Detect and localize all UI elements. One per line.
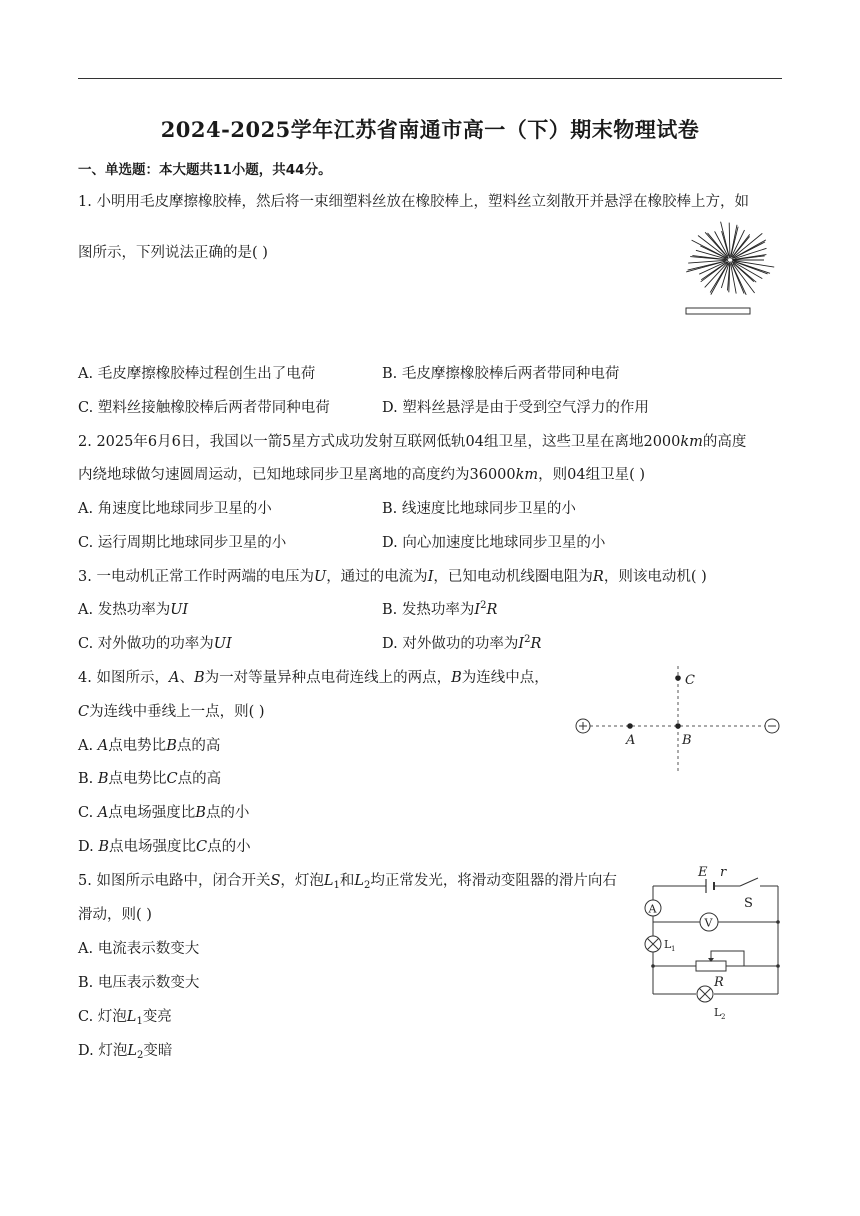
q2-unit-km-2: km xyxy=(515,467,539,483)
q5-option-c-sub: 1 xyxy=(136,1016,143,1027)
positive-charge-icon xyxy=(576,719,590,733)
q3-option-b[interactable] xyxy=(382,598,497,619)
q4-option-c-mid: 点电场强度比 xyxy=(108,805,196,821)
label-l2: L xyxy=(714,1006,722,1019)
q4-option-a-p1: A xyxy=(97,738,109,754)
point-a xyxy=(627,723,633,729)
q3-option-a-text: A. 发热功率为 xyxy=(78,602,171,618)
q4-stem-c: 为连线中点， xyxy=(461,670,549,686)
q2-stem-line1-text: 2. 2025年6月6日，我国以一箭5星方式成功发射互联网低轨04组卫星，这些卫星在离地2000 xyxy=(78,434,681,450)
q1-option-a[interactable]: A. 毛皮摩擦橡胶棒过程创生出了电荷 xyxy=(78,366,316,382)
q5-var-s: S xyxy=(270,873,281,889)
negative-charge-icon xyxy=(765,719,779,733)
point-b xyxy=(675,723,681,729)
q3-stem xyxy=(78,565,707,586)
q5-stem-line2: 滑动，则( ) xyxy=(78,907,152,923)
q3-option-c-expr: UI xyxy=(213,636,232,652)
q4-option-c-post: 点的小 xyxy=(205,805,250,821)
q4-stem-a: 4. 如图所示， xyxy=(78,670,169,686)
q1-option-b[interactable]: B. 毛皮摩擦橡胶棒后两者带同种电荷 xyxy=(382,366,620,382)
q3-var-u: U xyxy=(313,569,327,585)
q4-option-d-p1: B xyxy=(98,839,109,855)
q4-stem-line1 xyxy=(78,666,549,687)
q3-var-r: R xyxy=(592,569,604,585)
label-l1-sub: 1 xyxy=(671,945,676,953)
q5-l1: L xyxy=(323,873,334,889)
label-e: E xyxy=(698,865,708,880)
q4-option-a-post: 点的高 xyxy=(176,738,221,754)
q3-option-a-expr: UI xyxy=(170,602,189,618)
label-s: S xyxy=(744,896,753,911)
q1-stem-line2: 图所示，下列说法正确的是( ) xyxy=(78,245,268,261)
q5-figure-circuit xyxy=(636,862,786,1022)
q2-stem-line2-text: 内绕地球做匀速圆周运动，已知地球同步卫星离地的高度约为36000 xyxy=(78,467,516,483)
q3-option-b-exp: 2 xyxy=(480,600,487,611)
q3-option-d-r: R xyxy=(530,636,542,652)
q5-option-c-end: 变亮 xyxy=(142,1009,172,1025)
q5-stem-line1 xyxy=(78,869,617,891)
q4-option-b-post: 点的高 xyxy=(177,771,222,787)
q4-option-b-p1: B xyxy=(97,771,109,787)
q5-option-d-sub: 2 xyxy=(136,1050,144,1061)
q3-stem-a: 3. 一电动机正常工作时两端的电压为 xyxy=(78,569,314,585)
q3-option-d-text: D. 对外做功的功率为 xyxy=(382,636,519,652)
q4-stem-line2 xyxy=(78,700,265,721)
q1-stem-line1: 1. 小明用毛皮摩擦橡胶棒，然后将一束细塑料丝放在橡胶棒上，塑料丝立刻散开并悬浮在橡胶棒上方，如 xyxy=(78,194,749,210)
node-dot xyxy=(776,920,780,924)
q4-option-d-p2: C xyxy=(195,839,208,855)
lamp-l2-icon xyxy=(697,986,713,1002)
q4-stem-line2-text: 为连线中垂线上一点，则( ) xyxy=(89,704,265,720)
label-l2-sub: 2 xyxy=(721,1013,726,1021)
q4-option-b[interactable] xyxy=(78,767,221,788)
q2-option-a[interactable]: A. 角速度比地球同步卫星的小 xyxy=(78,501,272,517)
q3-option-b-text: B. 发热功率为 xyxy=(382,602,475,618)
q5-stem-a: 5. 如图所示电路中，闭合开关 xyxy=(78,873,271,889)
q4-figure-charges xyxy=(570,660,785,780)
q2-stem-line2 xyxy=(78,463,645,484)
q5-option-d-end: 变暗 xyxy=(143,1043,173,1059)
q3-option-b-i: I xyxy=(474,602,481,618)
q1-option-c[interactable]: C. 塑料丝接触橡胶棒后两者带同种电荷 xyxy=(78,400,330,416)
q5-stem-c: 均正常发光，将滑动变阻器的滑片向右 xyxy=(370,873,617,889)
q4-option-c-letter: C. xyxy=(78,805,94,821)
q3-option-c-text: C. 对外做功的功率为 xyxy=(78,636,214,652)
q4-option-a[interactable] xyxy=(78,734,220,755)
header-rule xyxy=(78,78,782,79)
section-heading: 一、单选题：本大题共11小题，共44分。 xyxy=(78,162,332,178)
q1-figure-plastic-strands xyxy=(682,216,782,322)
q5-l2: L xyxy=(354,873,365,889)
q4-option-c-p2: B xyxy=(195,805,206,821)
q5-option-a[interactable]: A. 电流表示数变大 xyxy=(78,941,200,957)
q2-unit-km: km xyxy=(680,434,703,450)
label-r: r xyxy=(720,865,727,880)
plastic-strand xyxy=(730,227,738,259)
q4-option-c[interactable] xyxy=(78,801,249,822)
page-title: 2024-2025学年江苏省南通市高一（下）期末物理试卷 xyxy=(160,117,700,142)
q5-option-c-l: L xyxy=(126,1009,137,1025)
q1-rubber-rod xyxy=(686,308,750,314)
plastic-strand xyxy=(721,222,730,258)
q4-option-d-post: 点的小 xyxy=(207,839,251,855)
ammeter-icon xyxy=(645,900,661,916)
q5-option-c[interactable] xyxy=(78,1005,172,1027)
q4-option-b-p2: C xyxy=(166,771,178,787)
lamp-l1-icon xyxy=(645,936,661,952)
q4-sep: 、 xyxy=(179,670,194,686)
q2-option-c[interactable]: C. 运行周期比地球同步卫星的小 xyxy=(78,535,287,551)
q4-var-c: C xyxy=(78,704,90,720)
label-rheostat: R xyxy=(714,975,724,990)
q3-option-b-r: R xyxy=(486,602,498,618)
label-ammeter: A xyxy=(648,902,657,916)
q4-option-b-mid: 点电势比 xyxy=(108,771,167,787)
q2-stem-line1-end: 的高度 xyxy=(702,434,747,450)
q4-var-a: A xyxy=(168,670,180,686)
q5-l2-sub: 2 xyxy=(364,880,371,891)
q4-option-d-mid: 点电场强度比 xyxy=(108,839,196,855)
q2-stem-line1 xyxy=(78,430,746,451)
q4-option-c-p1: A xyxy=(97,805,109,821)
label-b: B xyxy=(682,733,692,748)
plastic-strand xyxy=(729,223,730,257)
q3-stem-d: ，则该电动机( ) xyxy=(603,569,707,585)
label-voltmeter: V xyxy=(704,916,713,930)
q3-stem-b: ，通过的电流为 xyxy=(326,569,428,585)
q4-var-b-2: B xyxy=(451,670,462,686)
q4-option-d[interactable] xyxy=(78,835,251,856)
q4-var-b: B xyxy=(193,670,205,686)
q3-option-d-exp: 2 xyxy=(524,634,531,645)
q2-stem-line2-end: ，则04组卫星( ) xyxy=(538,467,646,483)
q5-stem-b: ，灯泡 xyxy=(280,873,324,889)
q3-option-a[interactable] xyxy=(78,598,188,619)
q4-stem-b: 为一对等量异种点电荷连线上的两点， xyxy=(204,670,452,686)
q5-l1-sub: 1 xyxy=(333,880,340,891)
q4-option-a-letter: A. xyxy=(78,738,94,754)
label-c: C xyxy=(685,673,695,688)
label-l1: L xyxy=(664,938,672,951)
q5-option-d-l: L xyxy=(127,1043,137,1059)
q5-and: 和 xyxy=(339,873,355,889)
q5-option-b[interactable]: B. 电压表示数变大 xyxy=(78,975,200,991)
battery-icon xyxy=(706,879,714,893)
node-dot xyxy=(776,964,780,968)
q1-option-d[interactable]: D. 塑料丝悬浮是由于受到空气浮力的作用 xyxy=(382,400,649,416)
point-c xyxy=(675,675,681,681)
voltmeter-icon xyxy=(700,913,718,931)
q3-option-c[interactable] xyxy=(78,632,232,653)
q3-option-d[interactable] xyxy=(382,632,541,653)
q2-option-b[interactable]: B. 线速度比地球同步卫星的小 xyxy=(382,501,576,517)
q4-option-b-letter: B. xyxy=(78,771,94,787)
q4-option-a-mid: 点电势比 xyxy=(108,738,167,754)
q4-option-a-p2: B xyxy=(166,738,177,754)
q2-option-d[interactable]: D. 向心加速度比地球同步卫星的小 xyxy=(382,535,606,551)
q3-var-i: I xyxy=(427,569,434,585)
q5-option-d[interactable] xyxy=(78,1039,172,1061)
q4-option-d-letter: D. xyxy=(78,839,94,855)
q3-stem-c: ，已知电动机线圈电阻为 xyxy=(433,569,593,585)
q3-option-d-i: I xyxy=(518,636,525,652)
node-dot xyxy=(651,964,655,968)
q5-option-c-text: C. 灯泡 xyxy=(78,1009,127,1025)
label-a: A xyxy=(626,733,636,748)
q5-option-d-text: D. 灯泡 xyxy=(78,1043,128,1059)
